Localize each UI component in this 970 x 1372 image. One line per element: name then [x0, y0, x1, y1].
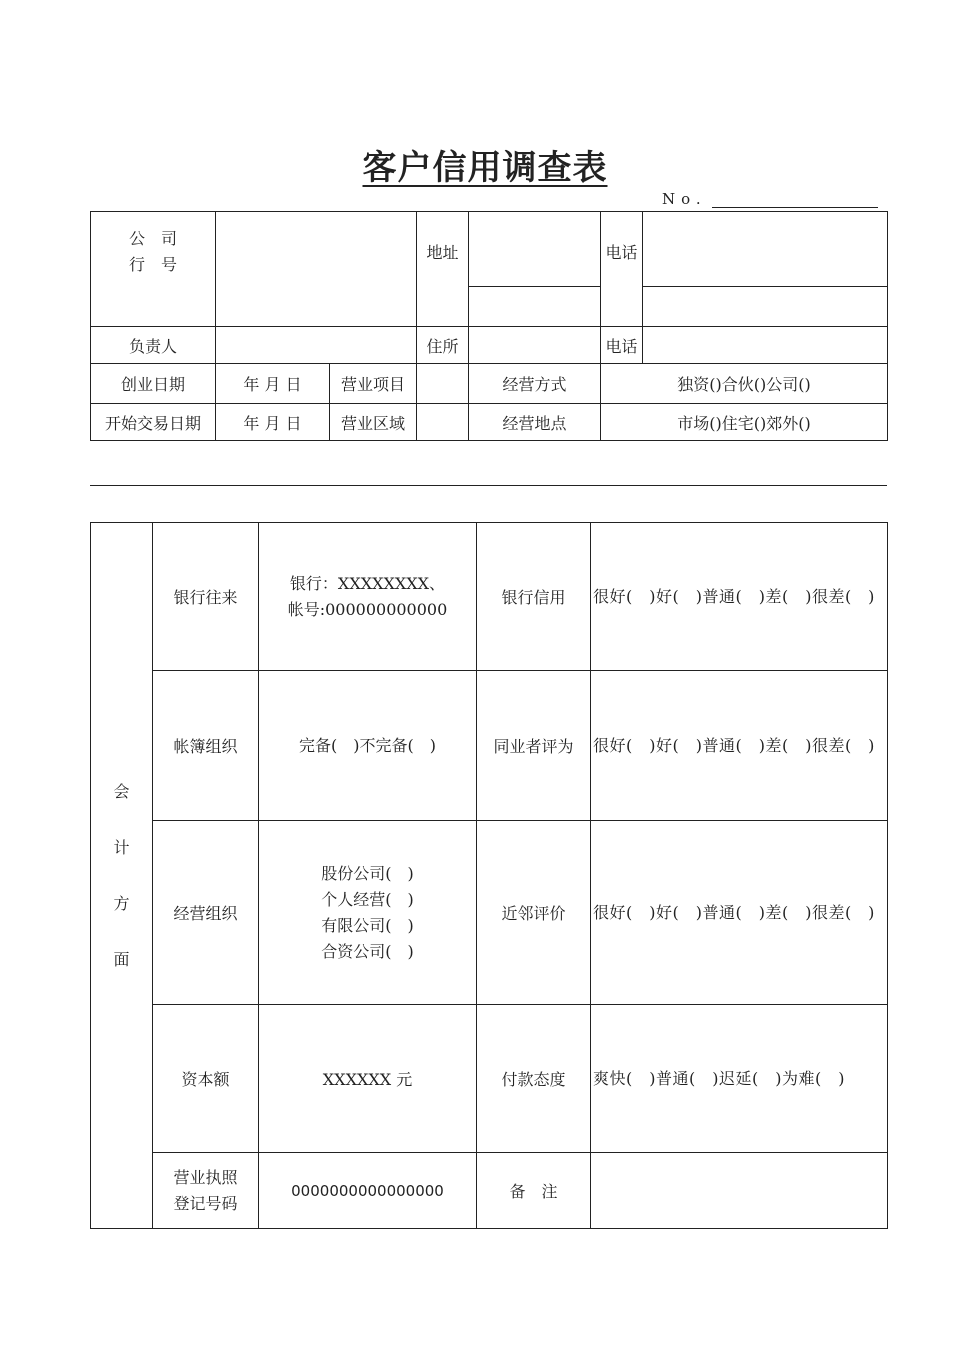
business-area-value[interactable] — [417, 404, 469, 441]
operation-place-label: 经营地点 — [469, 404, 601, 441]
org-value-line-1: 股份公司( ) — [321, 863, 414, 883]
org-value[interactable] — [259, 821, 477, 1005]
org-value-line-3: 有限公司( ) — [321, 915, 414, 935]
bank-value[interactable] — [259, 523, 477, 671]
payment-label: 付款态度 — [477, 1005, 591, 1153]
address-value-cell-1[interactable] — [469, 212, 601, 287]
peer-rating-label: 同业者评为 — [477, 671, 591, 821]
license-label: 营业执照 登记号码 — [153, 1153, 259, 1229]
phone2-value-cell[interactable] — [643, 327, 888, 364]
neighbor-label: 近邻评价 — [477, 821, 591, 1005]
operation-place-value[interactable]: 市场()住宅()郊外() — [601, 404, 888, 441]
side-char-1: 会 — [113, 781, 130, 801]
number-field[interactable] — [712, 207, 878, 208]
phone2-label: 电话 — [601, 327, 643, 364]
bank-value-line-1: 银行：XXXXXXXX、 — [289, 573, 446, 593]
capital-value[interactable]: XXXXXX 元 — [259, 1005, 477, 1153]
founding-date-label: 创业日期 — [91, 364, 216, 404]
divider — [90, 485, 887, 486]
company-label-cell — [91, 212, 216, 327]
operation-mode-label: 经营方式 — [469, 364, 601, 404]
bank-label: 银行往来 — [153, 523, 259, 671]
side-char-3: 方 — [113, 893, 130, 913]
owner-label: 负责人 — [91, 327, 216, 364]
operation-mode-value[interactable]: 独资()合伙()公司() — [601, 364, 888, 404]
bank-value-line-2: 帐号:000000000000 — [287, 599, 448, 619]
phone-label-cell — [601, 212, 643, 327]
address-label-cell — [417, 212, 469, 327]
address-value-cell-2[interactable] — [469, 287, 601, 327]
remarks-value[interactable] — [591, 1153, 888, 1229]
phone-value-cell-2[interactable] — [643, 287, 888, 327]
trade-start-label: 开始交易日期 — [91, 404, 216, 441]
license-value[interactable]: 0000000000000000 — [259, 1153, 477, 1229]
org-label: 经营组织 — [153, 821, 259, 1005]
trade-start-value[interactable]: 年 月 日 — [216, 404, 330, 441]
owner-value-cell[interactable] — [216, 327, 417, 364]
payment-rating[interactable]: 爽快( )普通( )迟延( )为难( ) — [591, 1005, 888, 1153]
basic-info-table — [90, 211, 888, 441]
business-item-value[interactable] — [417, 364, 469, 404]
company-label: 公 司 行 号 — [128, 229, 177, 274]
books-value-line-1: 完备( )不完备( ) — [299, 735, 436, 755]
remarks-label: 备 注 — [477, 1153, 591, 1229]
phone-value-cell-1[interactable] — [643, 212, 888, 287]
org-value-line-2: 个人经营( ) — [321, 889, 414, 909]
books-label: 帐簿组织 — [153, 671, 259, 821]
org-value-line-4: 合资公司( ) — [321, 941, 414, 961]
residence-value-cell[interactable] — [469, 327, 601, 364]
books-value[interactable] — [259, 671, 477, 821]
bank-credit-rating[interactable]: 很好( )好( )普通( )差( )很差( ) — [591, 523, 888, 671]
number-label: No. — [662, 190, 707, 208]
business-item-label: 营业项目 — [330, 364, 417, 404]
founding-date-value[interactable]: 年 月 日 — [216, 364, 330, 404]
accounting-table — [90, 522, 888, 1229]
side-char-4: 面 — [113, 949, 130, 969]
page-title: 客户信用调查表 — [362, 148, 608, 188]
capital-label: 资本额 — [153, 1005, 259, 1153]
bank-credit-label: 银行信用 — [477, 523, 591, 671]
company-value-cell[interactable] — [216, 212, 417, 327]
residence-label: 住所 — [417, 327, 469, 364]
peer-rating[interactable]: 很好( )好( )普通( )差( )很差( ) — [591, 671, 888, 821]
phone-label: 电话 — [605, 243, 638, 262]
side-char-2: 计 — [113, 837, 130, 857]
business-area-label: 营业区域 — [330, 404, 417, 441]
accounting-side-label — [91, 523, 153, 1229]
neighbor-rating[interactable]: 很好( )好( )普通( )差( )很差( ) — [591, 821, 888, 1005]
address-label: 地址 — [426, 243, 459, 262]
